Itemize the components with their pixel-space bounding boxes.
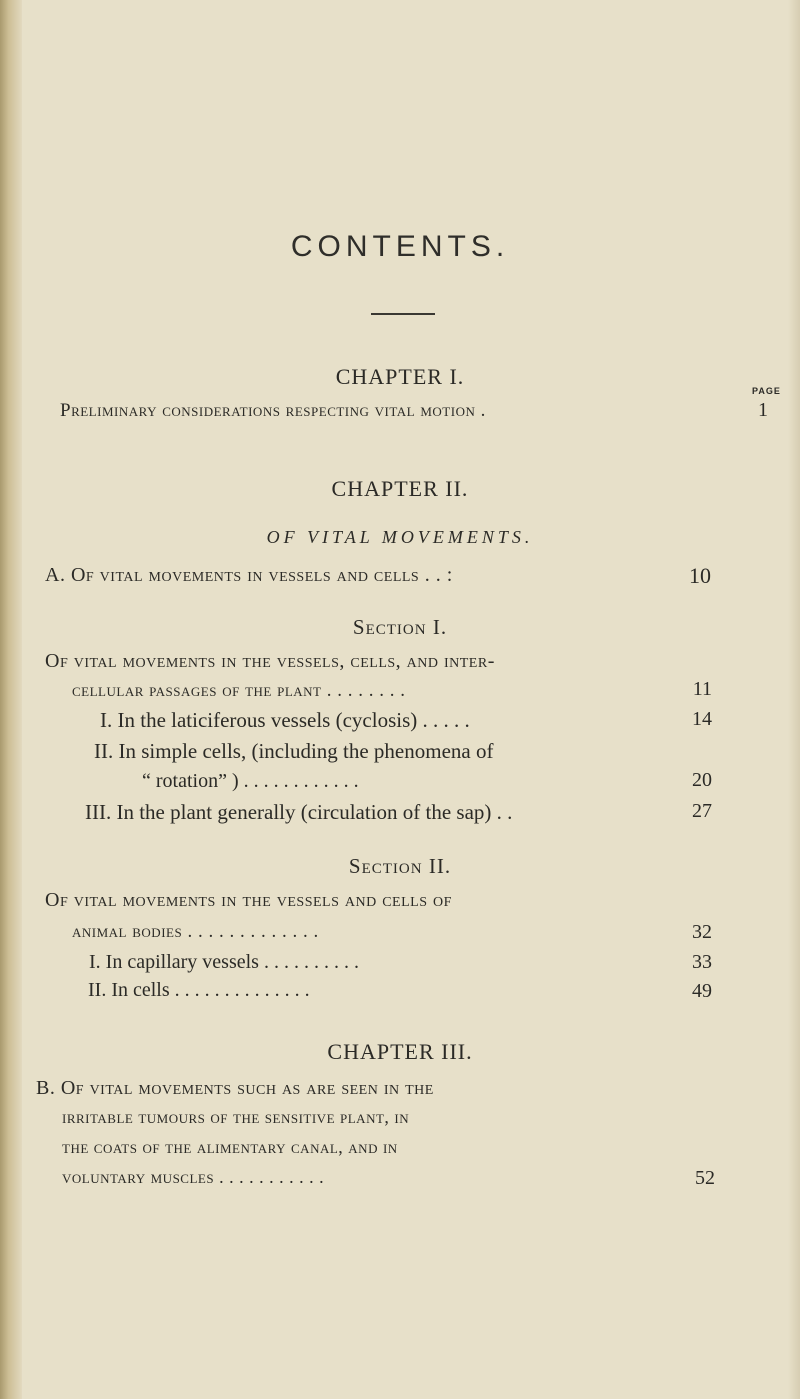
chapter-1-heading: CHAPTER I. (335, 364, 465, 389)
section-1-item-3-page: 27 (692, 800, 712, 822)
section-1-item-2-line1: II. In simple cells, (including the phenomena of (94, 739, 494, 763)
section-2-intro-page: 32 (692, 921, 712, 943)
section-2-intro-line2: animal bodies . . . . . . . . . . . . . (72, 921, 319, 942)
page-binding-edge (0, 0, 22, 1399)
section-1-item-2-page: 20 (692, 769, 712, 791)
entry-a: A. Of vital movements in vessels and cells . . : (45, 564, 453, 586)
section-2-item-1-page: 33 (692, 951, 712, 973)
section-1-item-1: I. In the laticiferous vessels (cyclosis) . . . . . (100, 708, 470, 732)
section-2-item-2-page: 49 (692, 980, 712, 1002)
section-1-intro-page: 11 (692, 678, 712, 700)
entry-b-line1: B. Of vital movements such as are seen in the (36, 1077, 434, 1099)
entry-b-line3: the coats of the alimentary canal, and in (62, 1137, 398, 1157)
entry-a-page: 10 (689, 563, 711, 588)
page-column-label: PAGE (752, 386, 781, 396)
chapter-2-subtitle: OF VITAL MOVEMENTS. (266, 527, 534, 547)
entry-b-line4: voluntary muscles . . . . . . . . . . . (62, 1167, 325, 1187)
title-divider (371, 313, 435, 315)
section-1-intro-line2: cellular passages of the plant . . . . . . . . (72, 680, 406, 701)
entry-b-line2: irritable tumours of the sensitive plant, in (62, 1107, 410, 1127)
chapter-2-heading: CHAPTER II. (331, 476, 469, 501)
section-1-item-2-line2: “ rotation” ) . . . . . . . . . . . . (142, 770, 359, 792)
page-right-edge (788, 0, 800, 1399)
chapter-3-heading: CHAPTER III. (327, 1039, 473, 1064)
section-1-item-3: III. In the plant generally (circulation of the sap) . . (85, 800, 513, 824)
chapter-1-entry: Preliminary considerations respecting vital motion . (60, 400, 486, 421)
entry-b-page: 52 (695, 1167, 715, 1189)
section-2-intro-line1: Of vital movements in the vessels and cells of (45, 889, 452, 911)
section-1-heading: Section I. (352, 615, 448, 639)
section-2-heading: Section II. (348, 854, 452, 878)
section-2-item-2: II. In cells . . . . . . . . . . . . . . (88, 979, 310, 1001)
section-1-intro-line1: Of vital movements in the vessels, cells, and inter- (45, 650, 495, 672)
page-title: CONTENTS. (290, 230, 510, 263)
chapter-1-page: 1 (758, 399, 768, 421)
section-1-item-1-page: 14 (692, 708, 712, 730)
section-2-item-1: I. In capillary vessels . . . . . . . . . . (89, 951, 359, 973)
